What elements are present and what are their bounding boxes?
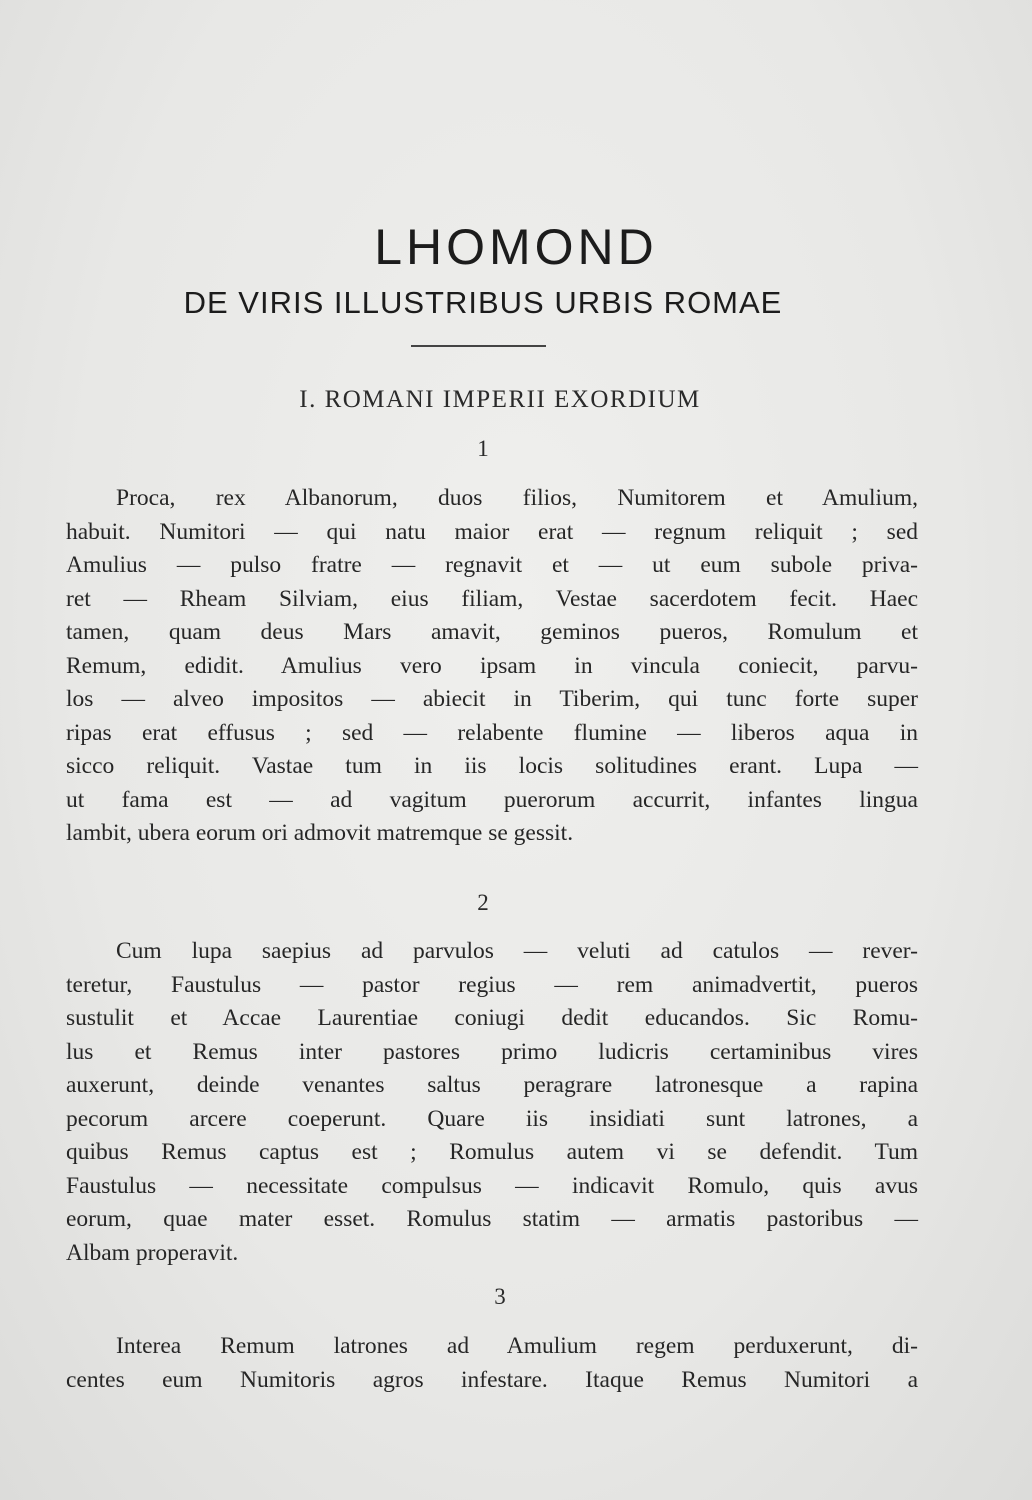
text-line: centes eum Numitoris agros infestare. Itaque Remus Numitori a — [66, 1366, 918, 1393]
text-line: eorum, quae mater esset. Romulus statim — armatis pastoribus — — [66, 1206, 918, 1232]
text-line: lus et Remus inter pastores primo ludicris certaminibus vires — [66, 1038, 918, 1065]
text-line: los — alveo impositos — abiecit in Tiberim, qui tunc forte super — [66, 686, 918, 712]
text-line: Albam properavit. — [66, 1239, 239, 1266]
text-line: teretur, Faustulus — pastor regius — rem animadvertit, pueros — [66, 971, 918, 998]
chapter-heading: I. ROMANI IMPERII EXORDIUM — [299, 386, 701, 413]
title-divider — [411, 345, 546, 347]
text-line: pecorum arcere coeperunt. Quare iis insidiati sunt latrones, a — [66, 1105, 918, 1132]
text-line: Faustulus — necessitate compulsus — indicavit Romulo, quis avus — [66, 1172, 918, 1199]
section-number-3: 3 — [494, 1284, 506, 1309]
text-line: ut fama est — ad vagitum puerorum accurrit, infantes lingua — [66, 786, 918, 813]
text-line: lambit, ubera eorum ori admovit matremque se gessit. — [66, 820, 574, 846]
section-paragraph-1 — [66, 482, 918, 851]
text-line: habuit. Numitori — qui natu maior erat — regnum reliquit ; sed — [66, 518, 918, 545]
text-line: ripas erat effusus ; sed — relabente flumine — liberos aqua in — [66, 719, 918, 746]
work-title: DE VIRIS ILLUSTRIBUS URBIS ROMAE — [183, 285, 783, 320]
text-line: sustulit et Accae Laurentiae coniugi dedit educandos. Sic Romu- — [66, 1005, 918, 1031]
text-line: ret — Rheam Silviam, eius filiam, Vestae sacerdotem fecit. Haec — [66, 585, 918, 612]
text-line: sicco reliquit. Vastae tum in iis locis solitudines erant. Lupa — — [66, 753, 918, 779]
text-line: tamen, quam deus Mars amavit, geminos pueros, Romulum et — [66, 619, 918, 645]
text-line: Amulius — pulso fratre — regnavit et — ut eum subole priva- — [66, 552, 918, 578]
section-paragraph-2 — [66, 935, 918, 1270]
section-number-2: 2 — [477, 890, 489, 915]
text-line: quibus Remus captus est ; Romulus autem vi se defendit. Tum — [66, 1139, 918, 1165]
text-line: Remum, edidit. Amulius vero ipsam in vincula coniecit, parvu- — [66, 652, 918, 679]
text-line: Interea Remum latrones ad Amulium regem perduxerunt, di- — [116, 1333, 918, 1359]
text-line: Proca, rex Albanorum, duos filios, Numitorem et Amulium, — [116, 485, 918, 511]
section-number-1: 1 — [477, 436, 489, 461]
author-name: LHOMOND — [374, 219, 658, 275]
text-line: Cum lupa saepius ad parvulos — veluti ad catulos — rever- — [116, 938, 918, 964]
text-line: auxerunt, deinde venantes saltus peragrare latronesque a rapina — [66, 1072, 918, 1098]
section-paragraph-3 — [66, 1330, 918, 1397]
